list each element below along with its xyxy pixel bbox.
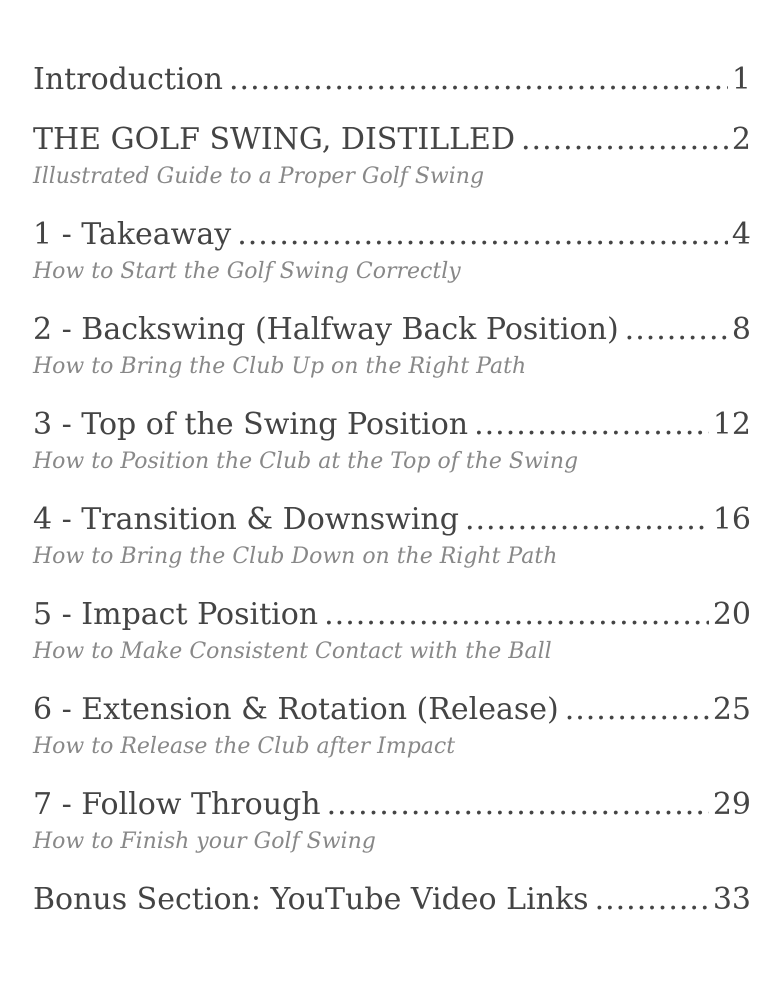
toc-leader-dots (565, 688, 709, 732)
toc-entry-impact-position[interactable] (33, 593, 751, 688)
toc-entry-takeaway[interactable] (33, 213, 751, 308)
toc-leader-dots (465, 498, 709, 542)
toc-entry-line[interactable] (33, 783, 751, 827)
toc-leader-dots (595, 878, 709, 922)
toc-entry-title[interactable]: 1 - Takeaway (33, 217, 232, 252)
toc-leader-dots (229, 58, 728, 102)
toc-page-number[interactable]: 29 (712, 787, 751, 822)
toc-entry-subtitle: How to Bring the Club Up on the Right Path (33, 354, 527, 379)
toc-leader-dots (521, 118, 728, 162)
toc-leader-dots (237, 213, 728, 257)
toc-entry-top-of-swing[interactable] (33, 403, 751, 498)
toc-page-number[interactable]: 1 (731, 62, 751, 97)
toc-entry-golf-swing-distilled[interactable] (33, 118, 751, 213)
toc-entry-follow-through[interactable] (33, 783, 751, 878)
toc-entry-line[interactable] (33, 213, 751, 257)
toc-leader-dots (474, 403, 709, 447)
toc-page-number[interactable]: 2 (731, 122, 751, 157)
toc-entry-line[interactable] (33, 688, 751, 732)
toc-entry-title[interactable]: 5 - Impact Position (33, 597, 319, 632)
toc-entry-title[interactable]: 4 - Transition & Downswing (33, 502, 459, 537)
toc-entry-line[interactable] (33, 118, 751, 162)
toc-entry-introduction[interactable] (33, 58, 751, 118)
toc-entry-extension-rotation[interactable] (33, 688, 751, 783)
toc-entry-line[interactable] (33, 308, 751, 352)
toc-leader-dots (625, 308, 728, 352)
table-of-contents (33, 58, 751, 928)
toc-entry-subtitle: How to Bring the Club Down on the Right Path (33, 544, 558, 569)
toc-entry-line[interactable] (33, 593, 751, 637)
toc-entry-line[interactable] (33, 498, 751, 542)
toc-page-number[interactable]: 12 (712, 407, 751, 442)
toc-entry-title[interactable]: Introduction (33, 62, 223, 97)
toc-entry-title[interactable]: 7 - Follow Through (33, 787, 321, 822)
toc-entry-title[interactable]: 2 - Backswing (Halfway Back Position) (33, 312, 619, 347)
toc-entry-line[interactable] (33, 58, 751, 102)
toc-entry-line[interactable] (33, 403, 751, 447)
toc-entry-title[interactable]: Bonus Section: YouTube Video Links (33, 882, 589, 917)
toc-entry-title[interactable]: 3 - Top of the Swing Position (33, 407, 469, 442)
toc-page-number[interactable]: 4 (731, 217, 751, 252)
toc-page-number[interactable]: 33 (712, 882, 751, 917)
toc-entry-line[interactable] (33, 878, 751, 922)
toc-entry-subtitle: Illustrated Guide to a Proper Golf Swing (33, 164, 485, 189)
toc-entry-subtitle: How to Finish your Golf Swing (33, 829, 376, 854)
toc-leader-dots (324, 593, 709, 637)
toc-leader-dots (327, 783, 709, 827)
toc-entry-subtitle: How to Make Consistent Contact with the Ball (33, 639, 552, 664)
toc-entry-transition-downswing[interactable] (33, 498, 751, 593)
toc-entry-bonus-section[interactable] (33, 878, 751, 928)
toc-page-number[interactable]: 25 (712, 692, 751, 727)
toc-page-number[interactable]: 8 (731, 312, 751, 347)
toc-entry-backswing[interactable] (33, 308, 751, 403)
toc-page-number[interactable]: 20 (712, 597, 751, 632)
toc-entry-subtitle: How to Start the Golf Swing Correctly (33, 259, 461, 284)
toc-entry-subtitle: How to Release the Club after Impact (33, 734, 456, 759)
toc-entry-title[interactable]: 6 - Extension & Rotation (Release) (33, 692, 559, 727)
toc-entry-title[interactable]: THE GOLF SWING, DISTILLED (33, 122, 516, 157)
toc-page-number[interactable]: 16 (712, 502, 751, 537)
toc-entry-subtitle: How to Position the Club at the Top of the Swing (33, 449, 579, 474)
